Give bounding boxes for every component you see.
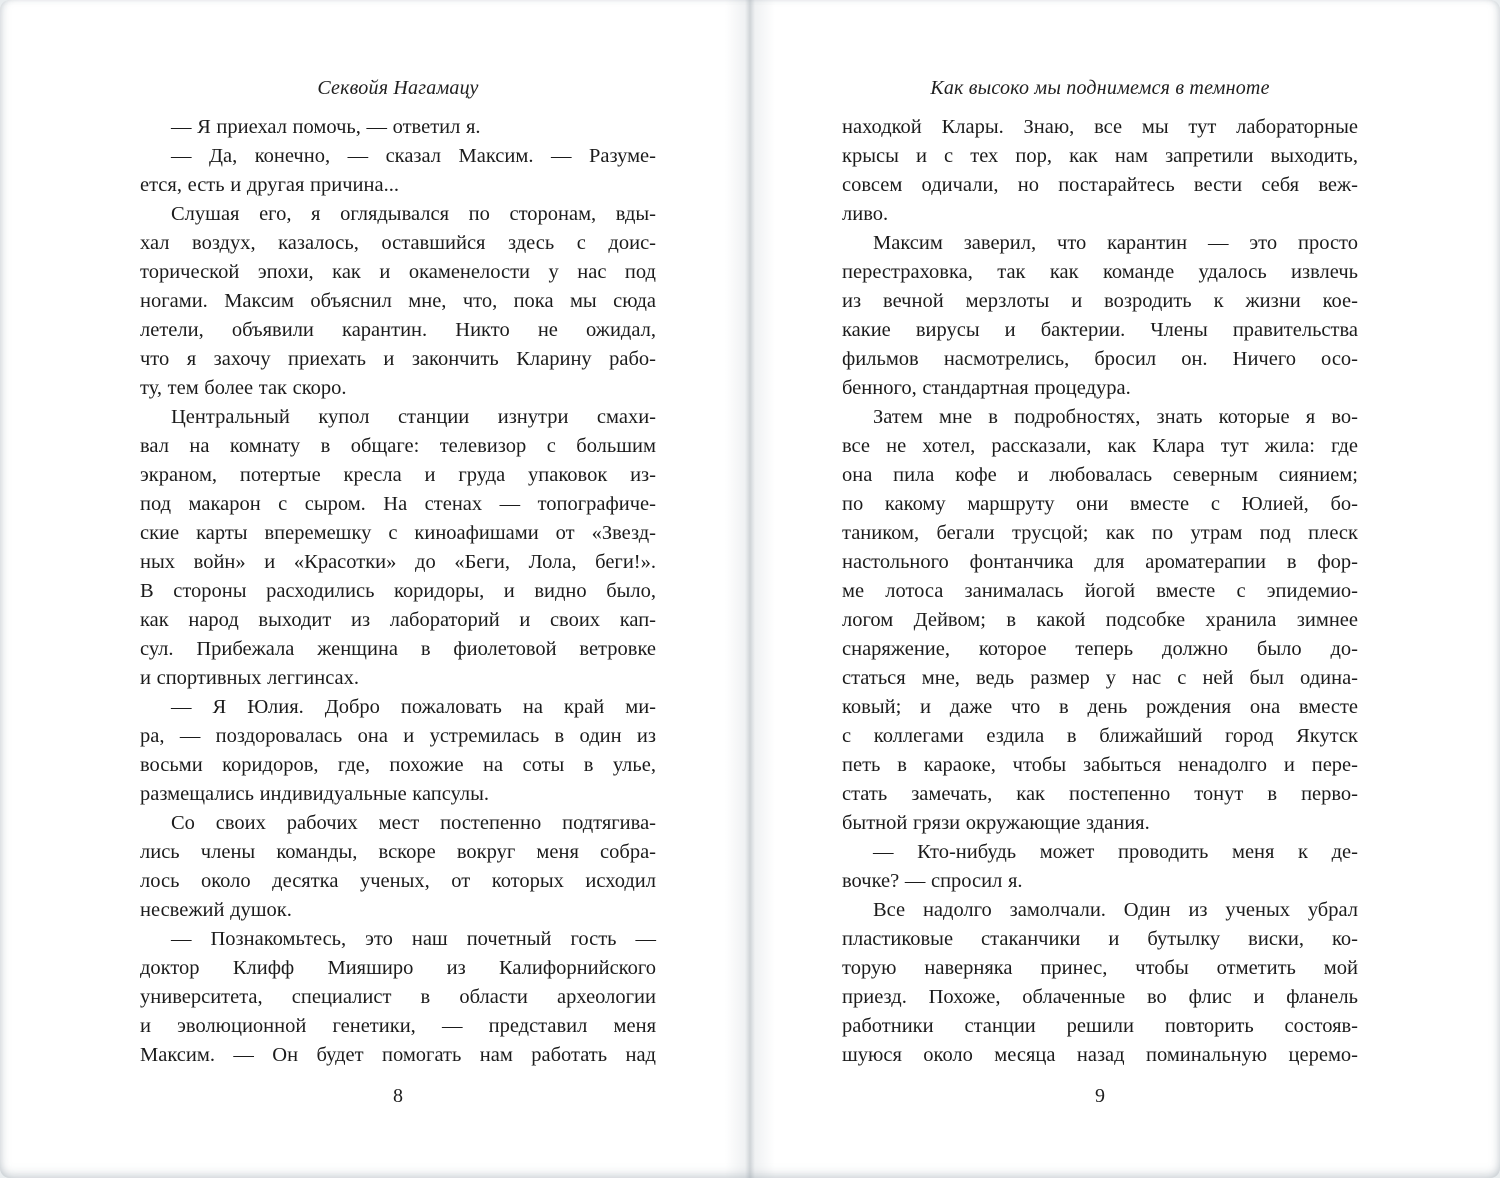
text-line: лись члены команды, вскоре вокруг меня собра- bbox=[140, 841, 656, 863]
text-line: Со своих рабочих мест постепенно подтягива- bbox=[171, 812, 656, 834]
text-line: хал воздух, казалось, оставшийся здесь с доис- bbox=[140, 232, 656, 254]
text-line: как народ выходит из лабораторий и своих кап- bbox=[140, 609, 656, 631]
text-line: какие вирусы и бактерии. Члены правительства bbox=[842, 319, 1358, 341]
text-line: Максим. — Он будет помогать нам работать над bbox=[140, 1044, 656, 1066]
text-line: летели, объявили карантин. Никто не ожидал, bbox=[140, 319, 656, 341]
text-line: доктор Клифф Мияширо из Калифорнийского bbox=[140, 957, 656, 979]
text-line: работники станции решили повторить состояв- bbox=[842, 1015, 1358, 1037]
text-line: пластиковые стаканчики и бутылку виски, ко- bbox=[842, 928, 1358, 950]
text-line: — Да, конечно, — сказал Максим. — Разуме- bbox=[171, 145, 656, 167]
text-line: В стороны расходились коридоры, и видно было, bbox=[140, 580, 656, 602]
right-page bbox=[750, 0, 1500, 1178]
text-line: ется, есть и другая причина... bbox=[140, 174, 399, 196]
text-line: совсем одичали, но постарайтесь вести себя веж- bbox=[842, 174, 1358, 196]
text-line: крысы и с тех пор, как нам запретили выходить, bbox=[842, 145, 1358, 167]
text-line: Центральный купол станции изнутри смахи- bbox=[171, 406, 656, 428]
text-line: логом Дейвом; в какой подсобке хранила зимнее bbox=[842, 609, 1358, 631]
text-line: из вечной мерзлоты и возродить к жизни кое- bbox=[842, 290, 1358, 312]
text-line: под макарон с сыром. На стенах — топографиче- bbox=[140, 493, 656, 515]
text-line: перестраховка, так как команде удалось извлечь bbox=[842, 261, 1358, 283]
left-page-body bbox=[140, 113, 656, 1070]
text-line: размещались индивидуальные капсулы. bbox=[140, 783, 490, 805]
text-line: находкой Клары. Знаю, все мы тут лабораторные bbox=[842, 116, 1358, 138]
text-line: бытной грязи окружающие здания. bbox=[842, 812, 1150, 834]
text-line: она пила кофе и любовалась северным сиянием; bbox=[842, 464, 1358, 486]
text-line: и эволюционной генетики, — представил меня bbox=[140, 1015, 656, 1037]
text-line: ных войн» и «Красотки» до «Беги, Лола, беги!». bbox=[140, 551, 656, 573]
text-line: лось около десятка ученых, от которых исходил bbox=[140, 870, 656, 892]
text-line: Затем мне в подробностях, знать которые я во- bbox=[873, 406, 1358, 428]
text-line: все не хотел, рассказали, как Клара тут жила: где bbox=[842, 435, 1358, 457]
text-line: шуюся около месяца назад поминальную церемо- bbox=[842, 1044, 1358, 1066]
text-line: настольного фонтанчика для ароматерапии в фор- bbox=[842, 551, 1358, 573]
text-line: несвежий душок. bbox=[140, 899, 292, 921]
text-line: — Я приехал помочь, — ответил я. bbox=[171, 116, 481, 138]
text-line: и спортивных леггинсах. bbox=[140, 667, 360, 689]
text-line: Слушая его, я оглядывался по сторонам, вды- bbox=[171, 203, 656, 225]
text-line: торической эпохи, как и окаменелости у нас под bbox=[140, 261, 656, 283]
text-line: сул. Прибежала женщина в фиолетовой ветровке bbox=[140, 638, 656, 660]
text-line: ногами. Максим объяснил мне, что, пока мы сюда bbox=[140, 290, 656, 312]
text-line: приезд. Похоже, облаченные во флис и фланель bbox=[842, 986, 1358, 1008]
text-line: вочке? — спросил я. bbox=[842, 870, 1023, 892]
text-line: восьми коридоров, где, похожие на соты в улье, bbox=[140, 754, 656, 776]
text-line: ме лотоса занималась йогой вместе с эпидемио- bbox=[842, 580, 1358, 602]
page-number-left: 8 bbox=[393, 1085, 403, 1107]
text-line: с коллегами ездила в ближайший город Якутск bbox=[842, 725, 1358, 747]
text-line: по какому маршруту они вместе с Юлией, бо- bbox=[842, 493, 1358, 515]
text-line: Все надолго замолчали. Один из ученых убрал bbox=[873, 899, 1358, 921]
running-head-author: Секвойя Нагамацу bbox=[317, 77, 479, 99]
text-line: экраном, потертые кресла и груда упаковок из- bbox=[140, 464, 656, 486]
text-line: — Я Юлия. Добро пожаловать на край ми- bbox=[171, 696, 656, 718]
text-line: петь в караоке, чтобы забыться ненадолго и пере- bbox=[842, 754, 1358, 776]
text-line: — Кто-нибудь может проводить меня к де- bbox=[873, 841, 1358, 863]
text-line: — Познакомьтесь, это наш почетный гость — bbox=[171, 928, 656, 950]
text-line: ту, тем более так скоро. bbox=[140, 377, 347, 399]
text-line: статься мне, ведь размер у нас с ней был одина- bbox=[842, 667, 1358, 689]
text-line: снаряжение, которое теперь должно было до- bbox=[842, 638, 1358, 660]
text-line: ковый; и даже что в день рождения она вместе bbox=[842, 696, 1358, 718]
text-line: университета, специалист в области археологии bbox=[140, 986, 656, 1008]
text-line: ра, — поздоровалась она и устремилась в один из bbox=[140, 725, 656, 747]
left-page-column bbox=[140, 74, 656, 1108]
right-page-column bbox=[842, 74, 1358, 1108]
text-line: торую наверняка принес, чтобы отметить мой bbox=[842, 957, 1358, 979]
running-head-title: Как высоко мы поднимемся в темноте bbox=[930, 77, 1270, 99]
text-line: стать замечать, как постепенно тонут в перво- bbox=[842, 783, 1358, 805]
text-line: бенного, стандартная процедура. bbox=[842, 377, 1131, 399]
text-line: вал на комнату в общаге: телевизор с большим bbox=[140, 435, 656, 457]
text-line: ские карты вперемешку с киноафишами от «Звезд- bbox=[140, 522, 656, 544]
text-line: Максим заверил, что карантин — это просто bbox=[873, 232, 1358, 254]
right-page-body bbox=[842, 113, 1358, 1070]
text-line: фильмов насмотрелись, бросил он. Ничего осо- bbox=[842, 348, 1358, 370]
page-number-right: 9 bbox=[1095, 1085, 1105, 1107]
text-line: что я захочу приехать и закончить Кларину рабо- bbox=[140, 348, 656, 370]
text-line: ливо. bbox=[842, 203, 889, 225]
text-line: таником, бегали трусцой; как по утрам под плеск bbox=[842, 522, 1358, 544]
